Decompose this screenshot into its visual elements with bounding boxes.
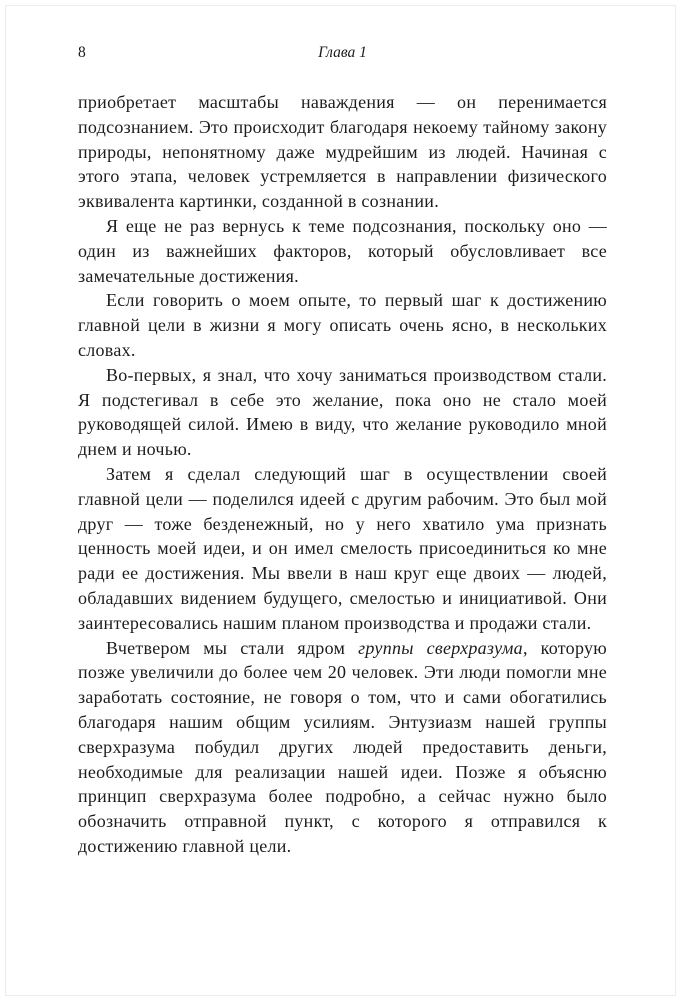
paragraph (78, 288, 607, 362)
paragraph (78, 214, 607, 288)
paragraph (78, 462, 607, 636)
italic-text-run: группы сверхразума (358, 637, 523, 658)
paragraph (78, 90, 607, 214)
text-run: Я еще не раз вернусь к теме подсознания, поскольку оно — один из важнейших факторов, который обусловливает все замечательные достижения. (78, 215, 607, 286)
text-run: , которую позже увеличили до более чем 20 человек. Эти люди помогли мне заработать состояние, не говоря о том, что и сами обогатились благодаря нашим общим усилиям. Энтузиазм нашей группы сверхразума побудил других людей предоставить деньги, необходимые для реализации нашей идеи. Позже я объясню принцип сверхразума более подробно, а сейчас нужно было обозначить отправной пункт, с которого я отправился к достижению главной цели. (78, 637, 607, 856)
text-run: Затем я сделал следующий шаг в осуществлении своей главной цели — поделился идеей с другим рабочим. Это был мой друг — тоже безденежный, но у него хватило ума признать ценность моей идеи, и он имел смелость присоединиться ко мне ради ее достижения. Мы ввели в наш круг еще двоих — людей, обладавших видением будущего, смелостью и инициативой. Они заинтересовались нашим планом производства и продажи стали. (78, 463, 607, 633)
page-body (78, 90, 607, 859)
paragraph (78, 363, 607, 462)
paragraph (78, 636, 607, 859)
text-run: приобретает масштабы наваждения — он перенимается подсознанием. Это происходит благодаря некоему тайному закону природы, непонятному даже мудрейшим из людей. Начиная с этого этапа, человек устремляется в направлении физического эквивалента картинки, созданной в сознании. (78, 92, 607, 212)
text-run: Вчетвером мы стали ядром (106, 637, 359, 658)
chapter-title: Глава 1 (318, 44, 367, 61)
page-header (78, 44, 607, 64)
text-run: Во-первых, я знал, что хочу заниматься производством стали. Я подстегивал в себе это желание, пока оно не стало моей руководящей силой. Имею в виду, что желание руководило мной днем и ночью. (78, 364, 607, 460)
text-run: Если говорить о моем опыте, то первый шаг к достижению главной цели в жизни я могу описать очень ясно, в нескольких словах. (78, 290, 607, 360)
page-number: 8 (78, 44, 86, 61)
